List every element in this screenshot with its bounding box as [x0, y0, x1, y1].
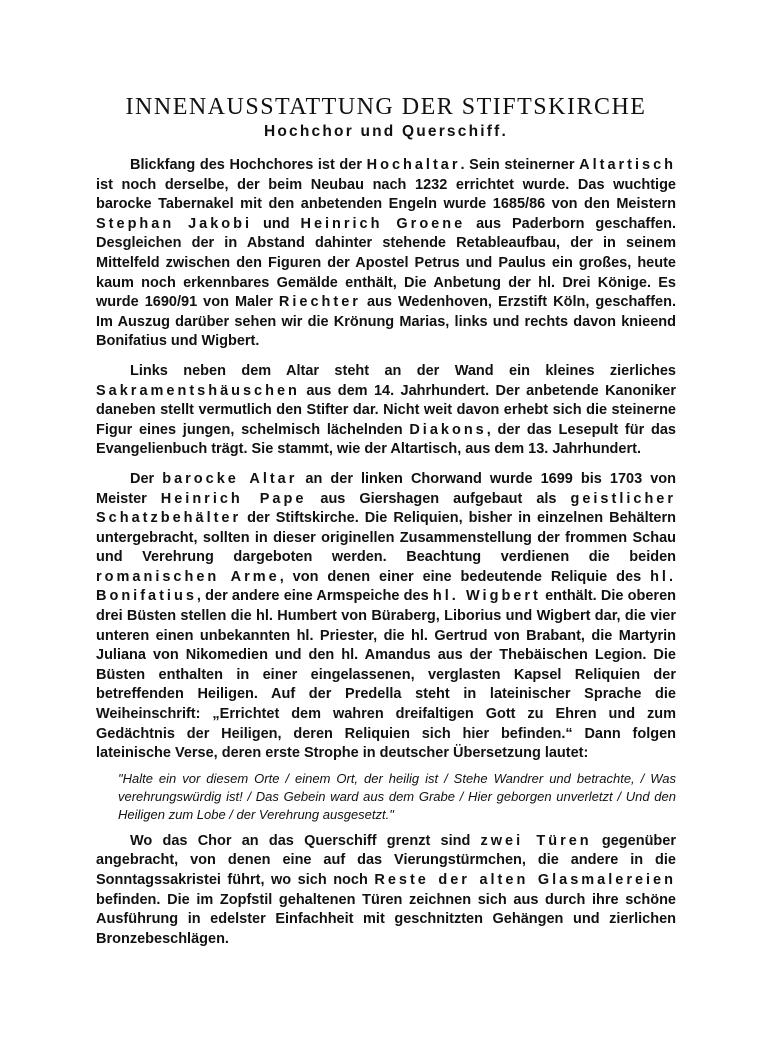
text-run: Blickfang des Hochchores ist der	[130, 157, 367, 173]
text-run: , der das Lesepult für das Evangelienbuch trägt. Sie stammt, wie der Altartisch, aus dem 13. Jahrhundert.	[96, 421, 676, 458]
text-run: aus Paderborn geschaffen. Desgleichen der in Abstand dahinter stehende Retableaufbau, der in seinem Mittelfeld zwischen den Figuren der Apostel Petrus und Paulus ein großes, heute kaum noch erkennbares Gemälde enthält, Die Anbetung der hl. Drei Könige. Es wurde 1690/91 von Maler	[96, 215, 676, 311]
text-run: gegenüber angebracht, von denen eine auf das Vierungstürmchen, die andere in die Sonntagssakristei führt, wo sich noch	[96, 832, 676, 888]
emphasized-term: Altartisch	[579, 157, 676, 173]
inscription-quote: "Halte ein vor diesem Orte / einem Ort, der heilig ist / Stehe Wandrer und betrachte, / Was verehrungswürdig ist! / Das Gebein ward aus dem Grabe / Hier geborgen unverletzt / Und den Heiligen zum Lobe / der Verehrung ausgesetzt."	[118, 770, 676, 822]
emphasized-term: hl. Wigbert	[432, 588, 541, 605]
text-run: , von denen einer eine bedeutende Reliquie des	[279, 568, 651, 585]
text-run: enthält. Die oberen drei Büsten stellen die hl. Humbert von Büraberg, Liborius und Wigbert dar, die vier unteren einen unbekannten hl. Priester, die hl. Gertrud von Brabant, die Martyrin Juliana von Nikomedien und den hl. Amandus aus der Thebäischen Legion. Die Büsten enthalten in einer eingelassenen, verglasten Kapsel Reliquien der betreffenden Heiligen. Auf der Predella steht in lateinischer Sprache die Weiheinschrift: „Errichtet dem wahren dreifaltigen Gott zu Ehren und zum Gedächtnis der Heiligen, deren Reliquien sich hier befinden.“ Dann folgen lateinische Verse, deren erste Strophe in deutscher Übersetzung lautet:	[96, 588, 676, 762]
emphasized-term: Heinrich Pape	[160, 490, 307, 507]
emphasized-term: Reste der alten Glasmalereien	[374, 872, 676, 888]
page-title: INNENAUSSTATTUNG DER STIFTSKIRCHE	[125, 94, 647, 120]
emphasized-term: Riechter	[278, 294, 361, 311]
text-run: an der linken Chorwand wurde 1699 bis 1703 von Meister	[96, 470, 676, 507]
text-run: aus Wedenhoven, Erzstift Köln, geschaffen. Im Auszug darüber sehen wir die Krönung Marias, links und rechts davon knieend Bonifatius und Wigbert.	[96, 294, 677, 350]
emphasized-term: romanischen Arme	[96, 568, 280, 585]
emphasized-term: zwei Türen	[480, 832, 592, 849]
section-subtitle: Hochchor und Querschiff.	[264, 123, 508, 140]
body-text-bottom	[96, 832, 676, 950]
emphasized-term: hl. Bonifatius	[96, 568, 676, 605]
body-text-top	[96, 156, 676, 764]
text-run: und	[252, 215, 301, 232]
text-run: ist noch derselbe, der beim Neubau nach 1232 errichtet wurde. Das wuchtige barocke Tabernakel mit den anbetenden Engeln wurde 1685/86 von den Meistern	[96, 176, 676, 213]
text-run: Wo das Chor an das Querschiff grenzt sind	[130, 832, 481, 849]
paragraph	[96, 470, 676, 764]
text-run: Links neben dem Altar steht an der Wand ein kleines zierliches	[130, 362, 676, 379]
paragraph	[96, 832, 676, 950]
text-run: . Sein steinerner	[460, 157, 580, 173]
text-run: der Stiftskirche. Die Reliquien, bisher in einzelnen Behältern untergebracht, sollten in dieser originellen Zusammenstellung der frommen Schau und Verehrung dargeboten werden. Beachtung verdienen die beiden	[96, 510, 676, 566]
emphasized-term: Heinrich Groene	[300, 215, 466, 232]
emphasized-term: barocke Altar	[162, 470, 298, 487]
text-run: befinden. Die im Zopfstil gehaltenen Türen zeichnen sich aus durch ihre schöne Ausführung in edelster Einfachheit mit geschnitzten Gehängen und zierlichen Bronzebeschlägen.	[96, 891, 676, 947]
text-run: aus Giershagen aufgebaut als	[306, 490, 571, 507]
emphasized-term: Stephan Jakobi	[96, 215, 253, 232]
emphasized-term: Diakons	[409, 421, 487, 438]
emphasized-term: Sakramentshäuschen	[96, 382, 300, 399]
emphasized-term: Hochaltar	[366, 157, 461, 173]
text-run: aus dem 14. Jahrhundert. Der anbetende Kanoniker daneben stellt vermutlich den Stifter dar. Nicht weit davon erhebt sich die steinerne Figur eines jungen, schelmisch lächelnden	[96, 382, 676, 438]
paragraph	[96, 156, 676, 352]
emphasized-term: geistlicher Schatzbehälter	[96, 490, 677, 527]
page	[96, 92, 676, 959]
paragraph	[96, 362, 676, 460]
text-run: , der andere eine Armspeiche des	[196, 588, 433, 605]
text-run: Der	[130, 470, 163, 487]
